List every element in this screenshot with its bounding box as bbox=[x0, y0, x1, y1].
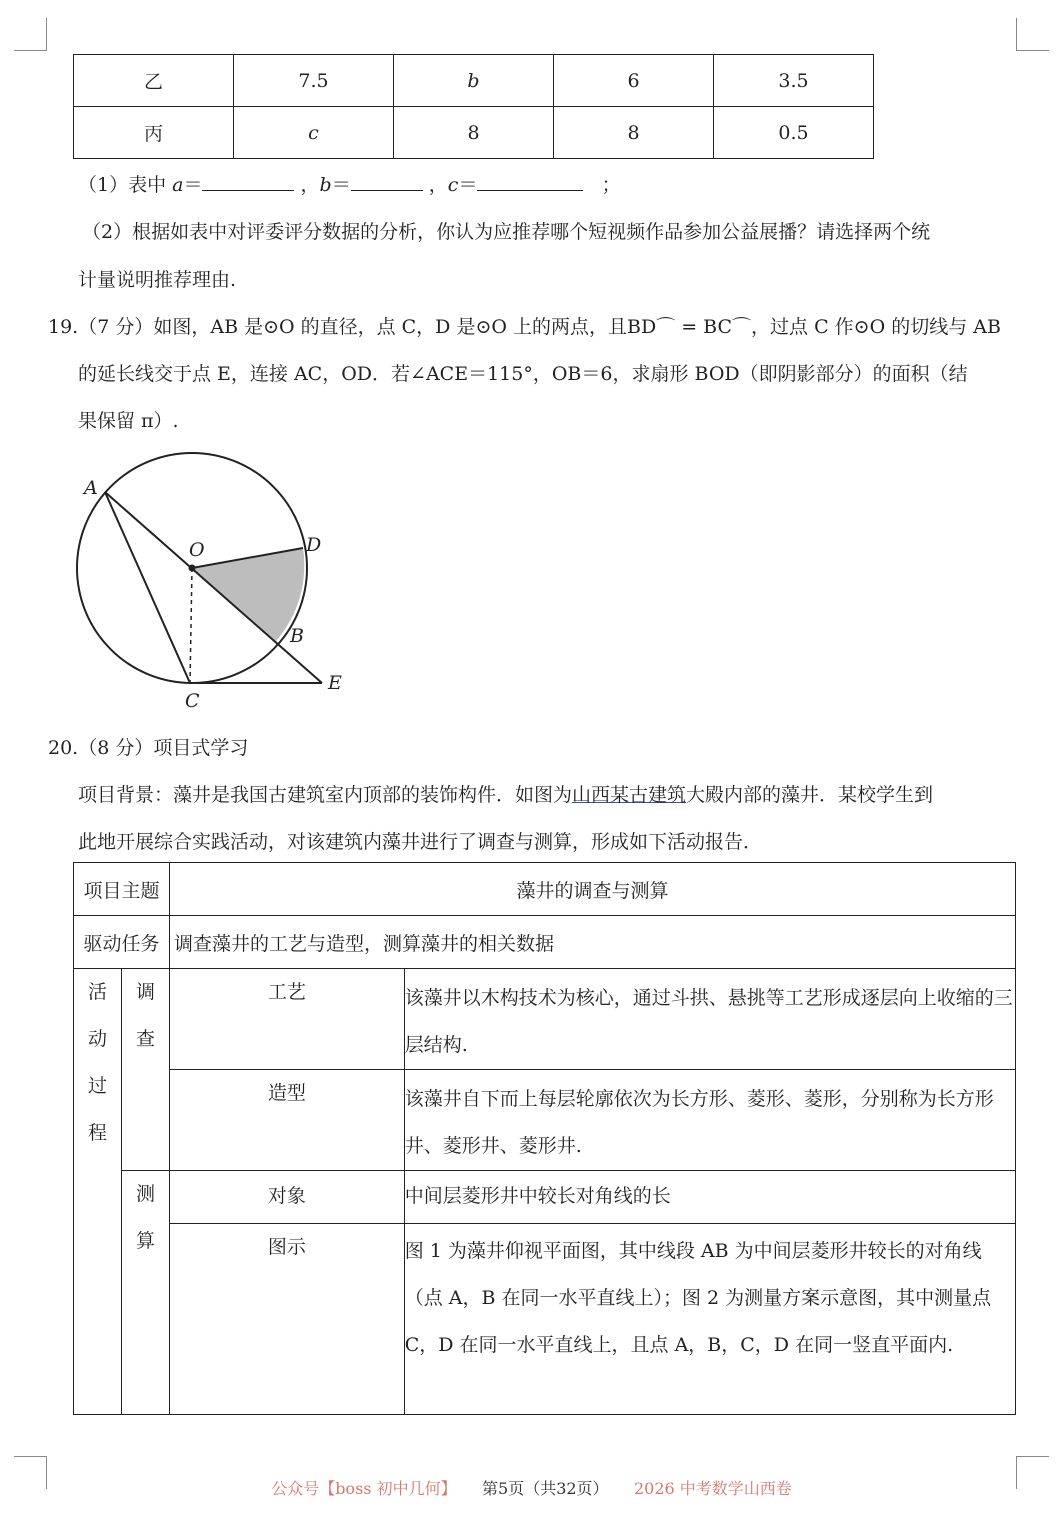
topic-value: 藻井的调查与测算 bbox=[170, 863, 1016, 916]
line-oc-dashed bbox=[190, 568, 192, 683]
survey-label: 调查 bbox=[121, 969, 169, 1171]
line-ac bbox=[105, 492, 190, 683]
process-label: 活动过程 bbox=[74, 969, 122, 1415]
shape-label: 造型 bbox=[170, 1070, 405, 1171]
q19-line3: 果保留 π）. bbox=[78, 410, 179, 432]
q18-part2-line1: （2）根据如表中对评委评分数据的分析，你认为应推荐哪个短视频作品参加公益展播？请选择两个统 bbox=[82, 221, 931, 243]
table-cell: 7.5 bbox=[234, 55, 394, 107]
end-mark: ； bbox=[601, 174, 621, 196]
equals-sign: ＝ bbox=[183, 174, 203, 196]
q19-line2: 的延长线交于点 E，连接 AC，OD．若∠ACE＝115°，OB＝6，求扇形 BOD（即阴影部分）的面积（结 bbox=[78, 363, 968, 385]
table-row bbox=[74, 1070, 1016, 1171]
object-value: 中间层菱形井中较长对角线的长 bbox=[404, 1171, 1015, 1224]
craft-label: 工艺 bbox=[170, 969, 405, 1070]
table-row bbox=[74, 1224, 1016, 1415]
table-row bbox=[74, 863, 1016, 916]
label-c: C bbox=[185, 690, 200, 712]
report-table bbox=[73, 862, 1016, 1415]
table-row bbox=[74, 107, 874, 159]
q18-part2-line2: 计量说明推荐理由. bbox=[78, 269, 237, 291]
q20-background-line2: 此地开展综合实践活动，对该建筑内藻井进行了调查与测算，形成如下活动报告． bbox=[78, 831, 763, 853]
separator: ， bbox=[300, 174, 320, 196]
q20-title: 20.（8 分）项目式学习 bbox=[48, 737, 249, 759]
object-label: 对象 bbox=[170, 1171, 405, 1224]
var-c: c bbox=[447, 174, 459, 196]
answer-blank-c[interactable] bbox=[477, 172, 583, 191]
label-d: D bbox=[306, 534, 322, 556]
answer-blank-b[interactable] bbox=[351, 172, 423, 191]
separator: ， bbox=[428, 174, 448, 196]
page-number: 第5页（共32页） bbox=[482, 1479, 609, 1498]
highlighted-text: 山西某古建筑 bbox=[572, 784, 687, 806]
score-table bbox=[73, 54, 874, 159]
bg-text: 项目背景：藻井是我国古建筑室内顶部的装饰构件．如图为 bbox=[78, 784, 573, 806]
table-cell: 3.5 bbox=[714, 55, 874, 107]
topic-label: 项目主题 bbox=[74, 863, 170, 916]
table-cell: 8 bbox=[394, 107, 554, 159]
equals-sign: ＝ bbox=[458, 174, 478, 196]
shape-value: 该藻井自下而上每层轮廓依次为长方形、菱形、菱形，分别称为长方形井、菱形井、菱形井. bbox=[404, 1070, 1015, 1171]
var-a: a bbox=[172, 174, 184, 196]
table-row bbox=[74, 55, 874, 107]
calc-label: 测算 bbox=[121, 1171, 169, 1415]
footer-source: 公众号【boss 初中几何】 bbox=[271, 1479, 457, 1498]
task-label: 驱动任务 bbox=[74, 916, 170, 969]
label-o: O bbox=[189, 539, 205, 561]
task-value: 调查藻井的工艺与造型，测算藻井的相关数据 bbox=[170, 916, 1016, 969]
var-b: b bbox=[319, 174, 332, 196]
table-row bbox=[74, 916, 1016, 969]
shaded-sector bbox=[192, 548, 304, 641]
table-cell: b bbox=[394, 55, 554, 107]
label-e: E bbox=[328, 672, 342, 694]
table-row bbox=[74, 1171, 1016, 1224]
table-cell: 8 bbox=[554, 107, 714, 159]
craft-value: 该藻井以木构技术为核心，通过斗拱、悬挑等工艺形成逐层向上收缩的三层结构. bbox=[404, 969, 1015, 1070]
q18-part1-prefix: （1）表中 bbox=[78, 174, 173, 196]
diagram-label: 图示 bbox=[170, 1224, 405, 1415]
diagram-value: 图 1 为藻井仰视平面图，其中线段 AB 为中间层菱形井较长的对角线（点 A，B 在同一水平直线上）；图 2 为测量方案示意图，其中测量点 C，D 在同一水平直线上，且点 A，B，C，D 在同一竖直平面内. bbox=[404, 1224, 1015, 1415]
label-a: A bbox=[84, 477, 98, 499]
table-row bbox=[74, 969, 1016, 1070]
q20-background-line1 bbox=[78, 780, 933, 807]
q18-part1 bbox=[78, 170, 621, 197]
page-footer bbox=[0, 1476, 1063, 1499]
center-point bbox=[189, 565, 196, 572]
corner-mark bbox=[14, 18, 47, 51]
table-cell: 丙 bbox=[74, 107, 234, 159]
circle-figure bbox=[70, 450, 360, 720]
corner-mark bbox=[1016, 18, 1049, 51]
answer-blank-a[interactable] bbox=[202, 172, 294, 191]
table-cell: c bbox=[234, 107, 394, 159]
q19-line1: 19.（7 分）如图，AB 是⊙O 的直径，点 C，D 是⊙O 上的两点，且BD⌒ = BC⌒，过点 C 作⊙O 的切线与 AB bbox=[48, 316, 1001, 338]
footer-exam-title: 2026 中考数学山西卷 bbox=[634, 1479, 792, 1498]
table-cell: 乙 bbox=[74, 55, 234, 107]
label-b: B bbox=[290, 625, 304, 647]
equals-sign: ＝ bbox=[331, 174, 351, 196]
table-cell: 6 bbox=[554, 55, 714, 107]
bg-text: 大殿内部的藻井．某校学生到 bbox=[686, 784, 934, 806]
table-cell: 0.5 bbox=[714, 107, 874, 159]
